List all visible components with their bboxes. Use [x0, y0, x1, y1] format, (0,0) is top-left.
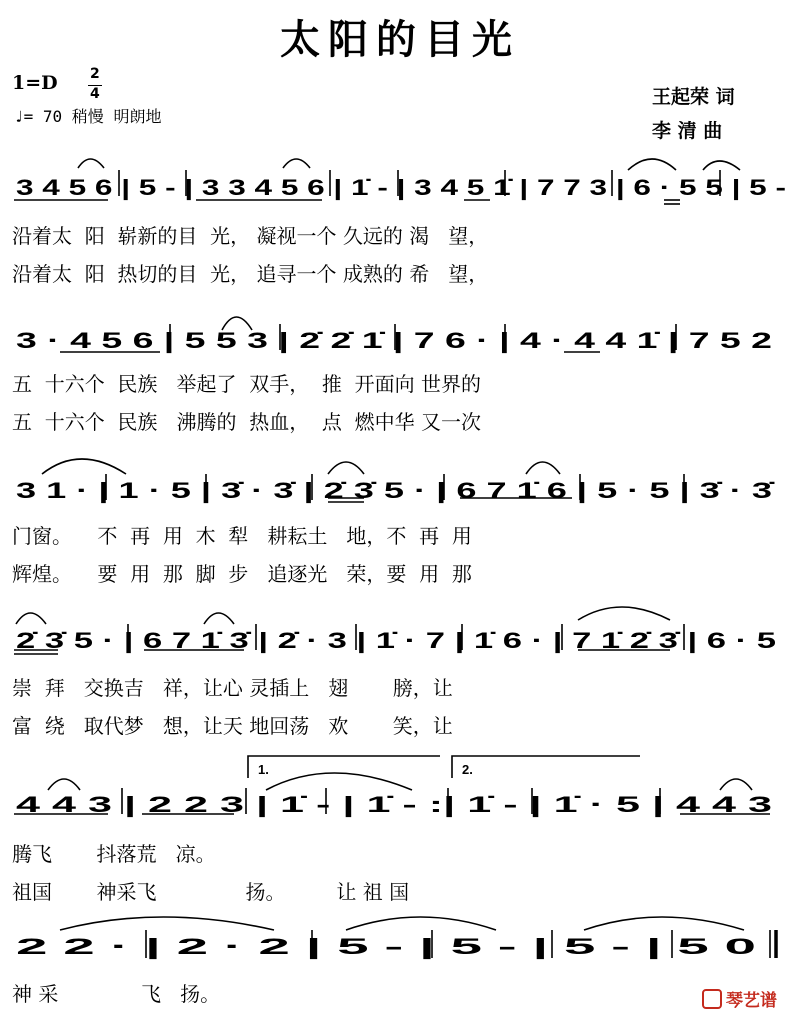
notation-text: 2̇ 3̇ 5 · | 6 7 1̇ 3̇ | 2̇ · 3 | 1̇ · 7 | 1̇ 6 · | 7 1̇ 2̇ 3̇ | 6 · 5	[16, 628, 776, 653]
notation-text: 3 1 · | 1 · 5 | 3̇ · 3̇ | 2̇ 3̇ 5 · | 6 7 1̇ 6 | 5 · 5 | 3̇ · 3̇	[16, 478, 776, 503]
lyric-line-6: 神 采 飞 扬。	[12, 982, 221, 1006]
lyric-line-2a: 五 十六个 民族 举起了 双手， 推 开面向 世界的	[12, 372, 482, 396]
song-title: 太阳的目光	[280, 17, 520, 63]
lyric-line-3b: 辉煌。 要 用 那 脚 步 追逐光 荣，要 用 那	[12, 562, 472, 586]
notation-text: 2 2 · | 2 · 2 | 5 - | 5 - | 5 - | 5 0	[16, 934, 756, 959]
notation-text: 4 4 3 | 2 2 3 | 1̇ - | 1̇ - :| 1̇ - | 1̇ · 5 | 4 4 3	[16, 792, 772, 817]
quarter-note-icon: ♩	[14, 107, 24, 126]
credits	[652, 80, 735, 148]
lyric-line-4a: 崇 拜 交换吉 祥，让心 灵插上 翅 膀，让	[12, 676, 453, 700]
notation-system-3	[0, 446, 800, 510]
volta-second-label: 2.	[462, 762, 473, 777]
lyric-line-1a: 沿着太 阳 崭新的目 光， 凝视一个 久远的 渴 望，	[12, 224, 489, 248]
notation-system-4	[0, 598, 800, 662]
notation-system-5	[0, 748, 800, 828]
lyric-line-5a: 腾飞 抖落荒 凉。	[12, 842, 216, 866]
notation-text: 3 4 5 6 | 5 - | 3 3 4 5 6 | 1̇ - | 3 4 5 1̇ | 7 7 3 | 6 · 5 5 | 5 -	[16, 175, 786, 200]
watermark-text: 琴艺谱	[726, 991, 777, 1011]
time-signature-top: 2	[90, 66, 100, 82]
lyric-line-1b: 沿着太 阳 热切的目 光， 追寻一个 成熟的 希 望，	[12, 262, 489, 286]
watermark-logo	[702, 986, 777, 1011]
composer-credit: 李 清 曲	[652, 120, 723, 142]
tempo-marking	[14, 104, 161, 127]
lyric-line-3a: 门窗。 不 再 用 木 犁 耕耘土 地，不 再 用	[12, 524, 472, 548]
notation-system-6	[0, 910, 800, 970]
time-signature-bottom: 4	[90, 86, 100, 102]
key-signature: 1=D	[12, 72, 58, 94]
lyricist-credit: 王起荣 词	[652, 86, 735, 108]
notation-text: 3 · 4 5 6 | 5 5 3 | 2̇ 2̇ 1̇ | 7 6 · | 4 · 4 4 1̇ | 7 5 2	[16, 328, 772, 353]
notation-system-2	[0, 300, 800, 362]
tempo-text: = 70 稍慢 明朗地	[23, 107, 162, 126]
volta-first-label: 1.	[258, 762, 269, 777]
notation-system-1	[0, 150, 800, 210]
logo-icon	[702, 989, 722, 1009]
lyric-line-4b: 富 绕 取代梦 想，让天 地回荡 欢 笑，让	[12, 714, 453, 738]
lyric-line-2b: 五 十六个 民族 沸腾的 热血， 点 燃中华 又一次	[12, 410, 482, 434]
lyric-line-5b: 祖国 神采飞 扬。 让 祖 国	[12, 880, 410, 904]
